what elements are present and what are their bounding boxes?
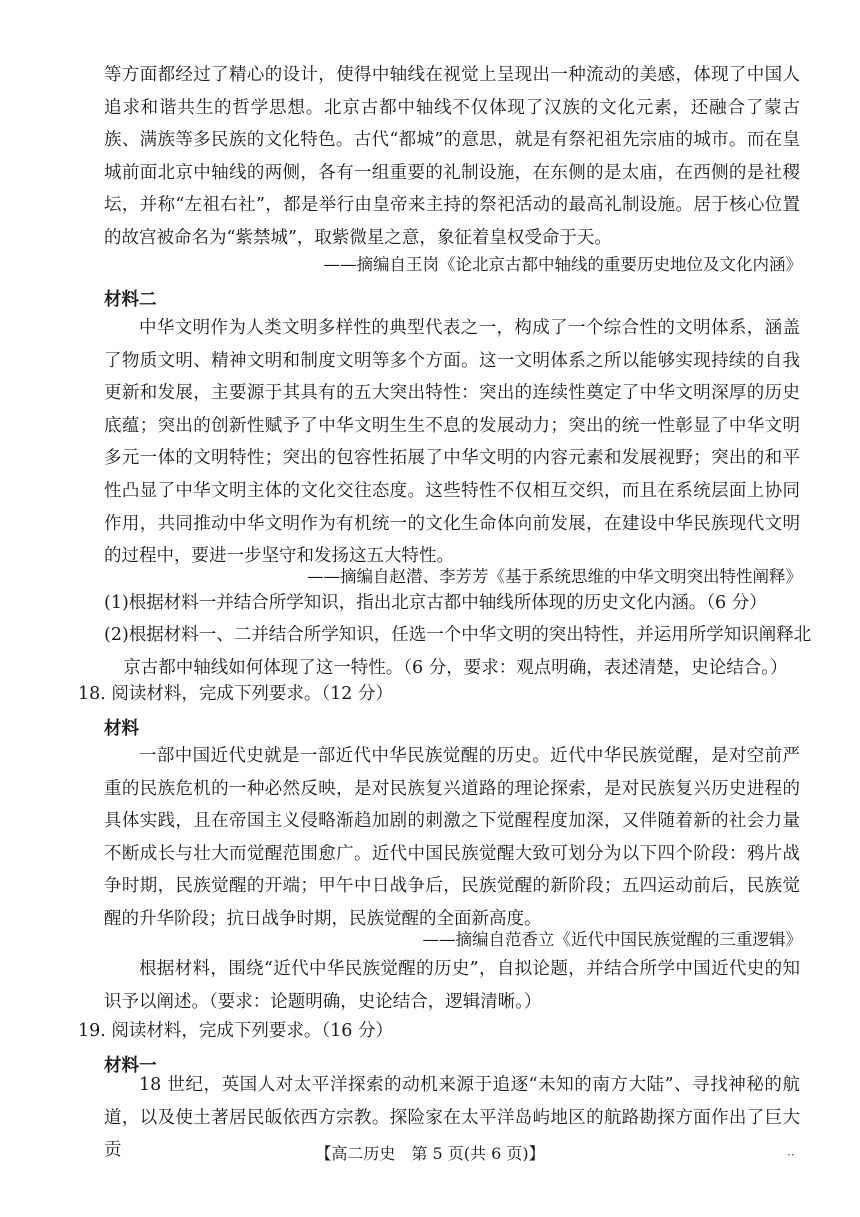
question-19-material-label: 材料一 (104, 1056, 157, 1076)
question-18-material-text: 一部中国近代史就是一部近代中华民族觉醒的历史。近代中华民族觉醒，是对空前严重的民族危机的一种必然反映，是对民族复兴道路的理论探索，是对民族复兴历史进程的具体实践，且在帝国主义侵略渐趋加剧的刺激之下觉醒程度加深，又伴随着新的社会力量不断成长与壮大而觉醒范围愈广。近代中国民族觉醒大致可划分为以下四个阶段：鸦片战争时期，民族觉醒的开端；甲午中日战争后，民族觉醒的新阶段；五四运动前后，民族觉醒的升华阶段；抗日战争时期，民族觉醒的全面新高度。 (104, 746, 800, 929)
citation-material2: ——摘编自赵潜、李芳芳《基于系统思维的中华文明突出特性阐释》 (307, 567, 802, 586)
question-18-material-label: 材料 (104, 719, 139, 739)
question-19-material-text: 18 世纪，英国人对太平洋探索的动机来源于追逐“未知的南方大陆”、寻找神秘的航道，以及使土著居民皈依西方宗教。探险家在太平洋岛屿地区的航路勘探方面作出了巨大贡 (104, 1075, 800, 1161)
corner-mark: ·· (787, 1148, 795, 1162)
material1-continuation: 等方面都经过了精心的设计，使得中轴线在视觉上呈现出一种流动的美感，体现了中国人追求和谐共生的哲学思想。北京古都中轴线不仅体现了汉族的文化元素，还融合了蒙古族、满族等多民族的文化特色。古代“都城”的意思，就是有祭祀祖先宗庙的城市。而在皇城前面北京中轴线的两侧，各有一组重要的礼制设施，在东侧的是太庙，在西侧的是社稷坛，并称“左祖右社”，都是举行由皇帝来主持的祭祀活动的最高礼制设施。居于核心位置的故宫被命名为“紫禁城”，取紫微星之意，象征着皇权受命于天。 (104, 65, 800, 248)
page-footer: 【高二历史 第 5 页(共 6 页)】 (315, 1144, 545, 1163)
material2-label: 材料二 (104, 290, 157, 310)
question-18-title: 18. 阅读材料，完成下列要求。（12 分） (78, 684, 393, 704)
material2-text: 中华文明作为人类文明多样性的典型代表之一，构成了一个综合性的文明体系，涵盖了物质文明、精神文明和制度文明等多个方面。这一文明体系之所以能够实现持续的自我更新和发展，主要源于其具有的五大突出特性：突出的连续性奠定了中华文明深厚的历史底蕴；突出的创新性赋予了中华文明生生不息的发展动力；突出的统一性彰显了中华文明多元一体的文明特性；突出的包容性拓展了中华文明的内容元素和发展视野；突出的和平性凸显了中华文明主体的文化交往态度。这些特性不仅相互交织，而且在系统层面上协同作用，共同推动中华文明作为有机统一的文化生命体向前发展，在建设中华民族现代文明的过程中，要进一步坚守和发扬这五大特性。 (104, 318, 800, 567)
citation-question-18: ——摘编自范香立《近代中国民族觉醒的三重逻辑》 (422, 930, 802, 949)
citation-material1: ——摘编自王岗《论北京古都中轴线的重要历史地位及文化内涵》 (323, 255, 802, 274)
question-19-title: 19. 阅读材料，完成下列要求。（16 分） (78, 1021, 393, 1041)
question-17-1: (1)根据材料一并结合所学知识，指出北京古都中轴线所体现的历史文化内涵。（6 分） (104, 593, 767, 613)
question-17-2: (2)根据材料一、二并结合所学知识，任选一个中华文明的突出特性，并运用所学知识阐释北京古都中轴线如何体现了这一特性。（6 分，要求：观点明确，表述清楚，史论结合。） (104, 625, 812, 678)
question-18-task: 根据材料，围绕“近代中华民族觉醒的历史”，自拟论题，并结合所学中国近代史的知识予以阐述。（要求：论题明确，史论结合，逻辑清晰。） (104, 959, 800, 1012)
